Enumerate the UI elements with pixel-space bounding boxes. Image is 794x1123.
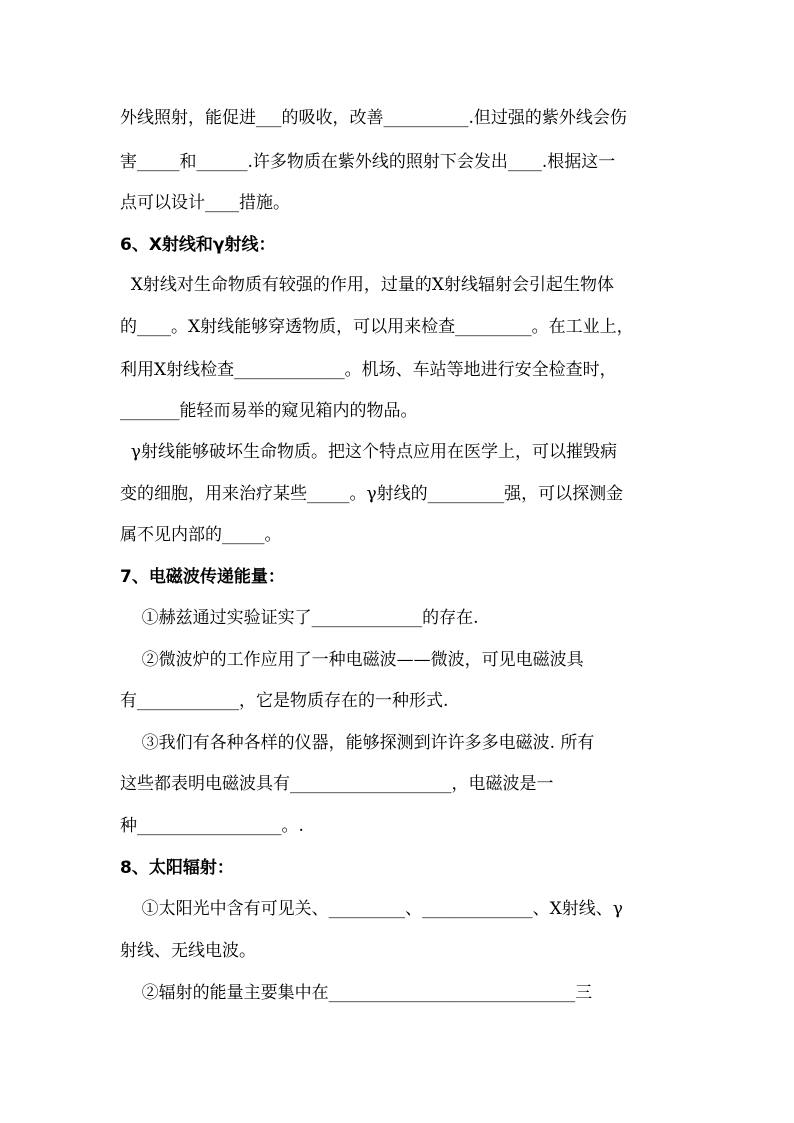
text-line-17: 这些都表明电磁波具有___________________，电磁波是一 [120, 774, 554, 794]
text-line-8: _______能轻而易举的窥见箱内的物品。 [120, 401, 418, 421]
text-line-13: ①赫兹通过实验证实了_____________的存在. [120, 608, 479, 628]
section-6-heading: 6、X射线和γ射线： [120, 235, 276, 255]
text-line-6: 的____。X射线能够穿透物质，可以用来检查_________。在工业上， [120, 317, 634, 337]
text-line-3: 点可以设计____措施。 [120, 193, 290, 213]
text-line-5: X射线对生命物质有较强的作用，过量的X射线辐射会引起生物体 [120, 275, 615, 295]
text-line-14: ②微波炉的工作应用了一种电磁波——微波，可见电磁波具 [120, 650, 584, 670]
text-line-1: 外线照射，能促进___的吸收，改善__________.但过强的紫外线会伤 [120, 108, 627, 128]
text-line-7: 利用X射线检查_____________。机场、车站等地进行安全检查时， [120, 360, 617, 380]
text-line-21: 射线、无线电波。 [120, 941, 256, 961]
text-line-10: 变的细胞，用来治疗某些_____。γ射线的_________强，可以探测金 [120, 484, 624, 504]
text-line-22: ②辐射的能量主要集中在_____________________________三 [120, 983, 593, 1003]
text-line-16: ③我们有各种各样的仪器，能够探测到许许多多电磁波. 所有 [120, 733, 595, 753]
text-line-11: 属不见内部的_____。 [120, 525, 282, 545]
text-line-18: 种_________________。. [120, 816, 304, 836]
text-line-2: 害_____和______.许多物质在紫外线的照射下会发出____.根据这一 [120, 152, 616, 172]
text-line-15: 有____________，它是物质存在的一种形式. [120, 691, 449, 711]
section-7-heading: 7、电磁波传递能量： [120, 567, 285, 587]
text-line-9: γ射线能够破坏生命物质。把这个特点应用在医学上，可以摧毁病 [120, 442, 617, 462]
section-8-heading: 8、太阳辐射： [120, 858, 234, 878]
text-line-20: ①太阳光中含有可见关、_________、_____________、X射线、γ [120, 899, 623, 919]
